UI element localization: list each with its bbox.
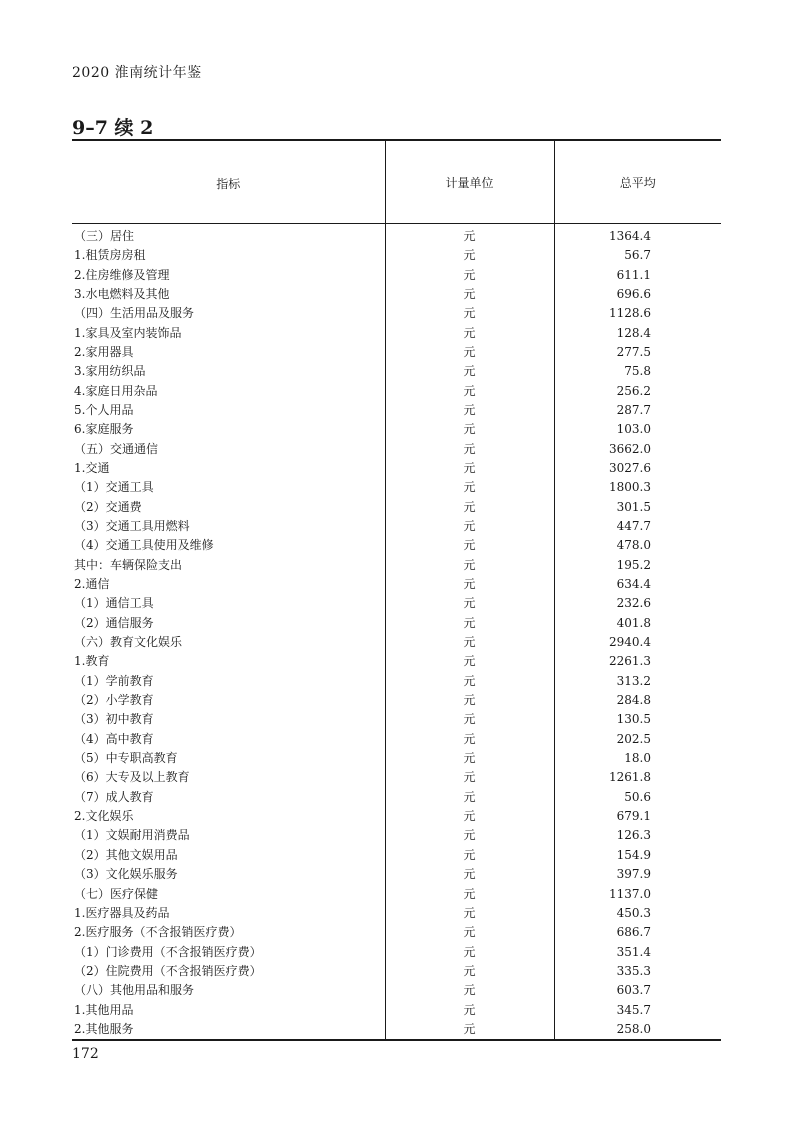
row-value: 397.9 [616,867,651,882]
row-unit: 元 [385,517,554,536]
row-value: 696.6 [616,286,651,301]
row-indicator: （2）通信服务 [72,614,385,633]
table-row [72,285,721,304]
row-indicator: 2.住房维修及管理 [72,265,385,284]
table-row [72,556,721,575]
row-indicator: （六）教育文化娱乐 [72,633,385,652]
row-unit: 元 [385,343,554,362]
row-indicator: 1.其他用品 [72,1000,385,1019]
row-value: 2261.3 [609,654,651,669]
row-indicator: （3）交通工具用燃料 [72,517,385,536]
table-row [72,246,721,265]
row-unit: 元 [385,1000,554,1019]
row-value: 345.7 [616,1002,651,1017]
row-unit: 元 [385,246,554,265]
row-indicator: （2）其他文娱用品 [72,846,385,865]
row-indicator: 3.家用纺织品 [72,362,385,381]
table-row [72,536,721,555]
row-unit: 元 [385,594,554,613]
table-row [72,826,721,845]
table-row [72,691,721,710]
table-row [72,420,721,439]
row-unit: 元 [385,536,554,555]
row-unit: 元 [385,826,554,845]
row-unit: 元 [385,575,554,594]
row-unit: 元 [385,478,554,497]
table-row [72,672,721,691]
row-value: 1128.6 [609,306,651,321]
row-value: 18.0 [624,751,651,766]
table-row [72,846,721,865]
row-value: 301.5 [616,499,651,514]
table-row [72,904,721,923]
table-row [72,497,721,516]
row-indicator: （6）大专及以上教育 [72,768,385,787]
row-indicator: （七）医疗保健 [72,884,385,903]
row-indicator: 2.通信 [72,575,385,594]
row-unit: 元 [385,730,554,749]
table-body [72,224,721,1040]
row-value: 335.3 [616,963,651,978]
row-value: 256.2 [616,383,651,398]
table-row [72,362,721,381]
table-row [72,768,721,787]
row-value: 686.7 [616,925,651,940]
table-header [72,140,721,224]
row-indicator: （五）交通通信 [72,439,385,458]
row-unit: 元 [385,672,554,691]
row-indicator: 6.家庭服务 [72,420,385,439]
row-indicator: （三）居住 [72,224,385,247]
table-row [72,942,721,961]
running-head: 2020 淮南统计年鉴 [72,65,202,81]
table-row [72,749,721,768]
row-indicator: 1.交通 [72,459,385,478]
table-row [72,343,721,362]
row-indicator: 5.个人用品 [72,401,385,420]
header-value: 总平均 [554,140,721,224]
row-indicator: （八）其他用品和服务 [72,981,385,1000]
table-row [72,633,721,652]
row-unit: 元 [385,807,554,826]
row-unit: 元 [385,1020,554,1040]
row-unit: 元 [385,459,554,478]
row-value: 126.3 [616,828,651,843]
row-indicator: （7）成人教育 [72,788,385,807]
row-indicator: 2.医疗服务（不含报销医疗费） [72,923,385,942]
table-row [72,517,721,536]
row-indicator: （四）生活用品及服务 [72,304,385,323]
row-unit: 元 [385,981,554,1000]
row-unit: 元 [385,923,554,942]
row-value: 287.7 [616,402,651,417]
row-value: 277.5 [616,344,651,359]
row-indicator: （2）住院费用（不含报销医疗费） [72,962,385,981]
row-unit: 元 [385,362,554,381]
row-indicator: （4）高中教育 [72,730,385,749]
table-row [72,1000,721,1019]
row-indicator: 1.租赁房房租 [72,246,385,265]
row-indicator: （3）文化娱乐服务 [72,865,385,884]
row-value: 50.6 [624,789,651,804]
header-unit: 计量单位 [385,140,554,224]
row-unit: 元 [385,304,554,323]
row-indicator: （2）交通费 [72,497,385,516]
row-value: 128.4 [616,325,651,340]
row-unit: 元 [385,768,554,787]
row-indicator: （5）中专职高教育 [72,749,385,768]
table-header-row [72,140,721,224]
table-row [72,981,721,1000]
table-row [72,923,721,942]
row-value: 154.9 [616,847,651,862]
row-unit: 元 [385,710,554,729]
table-row [72,962,721,981]
row-indicator: 2.文化娱乐 [72,807,385,826]
row-unit: 元 [385,439,554,458]
row-value: 603.7 [616,983,651,998]
row-indicator: （4）交通工具使用及维修 [72,536,385,555]
row-value: 679.1 [616,809,651,824]
row-indicator: 其中：车辆保险支出 [72,556,385,575]
table-row [72,1020,721,1040]
row-indicator: 4.家庭日用杂品 [72,381,385,400]
row-unit: 元 [385,285,554,304]
row-indicator: 1.教育 [72,652,385,671]
row-indicator: （1）门诊费用（不含报销医疗费） [72,942,385,961]
row-value: 1137.0 [609,886,651,901]
row-value: 130.5 [616,712,651,727]
row-unit: 元 [385,904,554,923]
row-unit: 元 [385,884,554,903]
table-row [72,652,721,671]
row-indicator: （1）交通工具 [72,478,385,497]
table-row [72,807,721,826]
row-value: 56.7 [624,248,651,263]
statistics-table [72,139,721,1041]
row-indicator: 3.水电燃料及其他 [72,285,385,304]
table-row [72,439,721,458]
row-value: 351.4 [616,944,651,959]
table-row [72,401,721,420]
row-indicator: 1.医疗器具及药品 [72,904,385,923]
table-row [72,575,721,594]
table-row [72,594,721,613]
row-value: 611.1 [616,267,651,282]
row-unit: 元 [385,497,554,516]
row-unit: 元 [385,691,554,710]
statistics-table-container [72,139,721,1041]
row-value: 401.8 [616,615,651,630]
row-indicator: 2.其他服务 [72,1020,385,1040]
row-indicator: （1）文娱耐用消费品 [72,826,385,845]
row-unit: 元 [385,846,554,865]
table-row [72,381,721,400]
row-unit: 元 [385,323,554,342]
table-row [72,323,721,342]
table-row [72,304,721,323]
row-value: 75.8 [624,364,651,379]
table-row [72,730,721,749]
row-indicator: （2）小学教育 [72,691,385,710]
row-value: 2940.4 [609,635,651,650]
row-unit: 元 [385,265,554,284]
row-value: 3662.0 [609,441,651,456]
table-row [72,265,721,284]
table-row [72,224,721,247]
page-number: 172 [72,1046,99,1062]
row-value: 103.0 [616,422,651,437]
row-indicator: （1）通信工具 [72,594,385,613]
table-title: 9–7 续 2 [72,117,154,139]
table-row [72,478,721,497]
row-value: 634.4 [616,577,651,592]
row-unit: 元 [385,749,554,768]
row-indicator: 1.家具及室内装饰品 [72,323,385,342]
table-row [72,710,721,729]
table-row [72,459,721,478]
row-unit: 元 [385,614,554,633]
row-indicator: 2.家用器具 [72,343,385,362]
row-unit: 元 [385,224,554,247]
row-unit: 元 [385,420,554,439]
row-value: 1261.8 [609,770,651,785]
row-value: 202.5 [616,731,651,746]
row-value: 195.2 [616,557,651,572]
row-value: 3027.6 [609,460,651,475]
row-unit: 元 [385,962,554,981]
row-unit: 元 [385,652,554,671]
row-unit: 元 [385,865,554,884]
row-value: 1364.4 [609,229,651,243]
row-indicator: （1）学前教育 [72,672,385,691]
row-value: 313.2 [616,673,651,688]
row-value: 450.3 [616,905,651,920]
table-row [72,614,721,633]
row-unit: 元 [385,556,554,575]
row-value: 284.8 [616,693,651,708]
table-row [72,884,721,903]
row-indicator: （3）初中教育 [72,710,385,729]
row-unit: 元 [385,633,554,652]
header-indicator: 指标 [72,140,385,224]
row-value: 447.7 [616,518,651,533]
row-value: 478.0 [616,538,651,553]
row-value: 258.0 [554,1020,721,1040]
row-value: 232.6 [616,596,651,611]
table-row [72,788,721,807]
row-value: 1800.3 [609,480,651,495]
row-unit: 元 [385,942,554,961]
row-unit: 元 [385,788,554,807]
row-unit: 元 [385,381,554,400]
row-unit: 元 [385,401,554,420]
table-row [72,865,721,884]
